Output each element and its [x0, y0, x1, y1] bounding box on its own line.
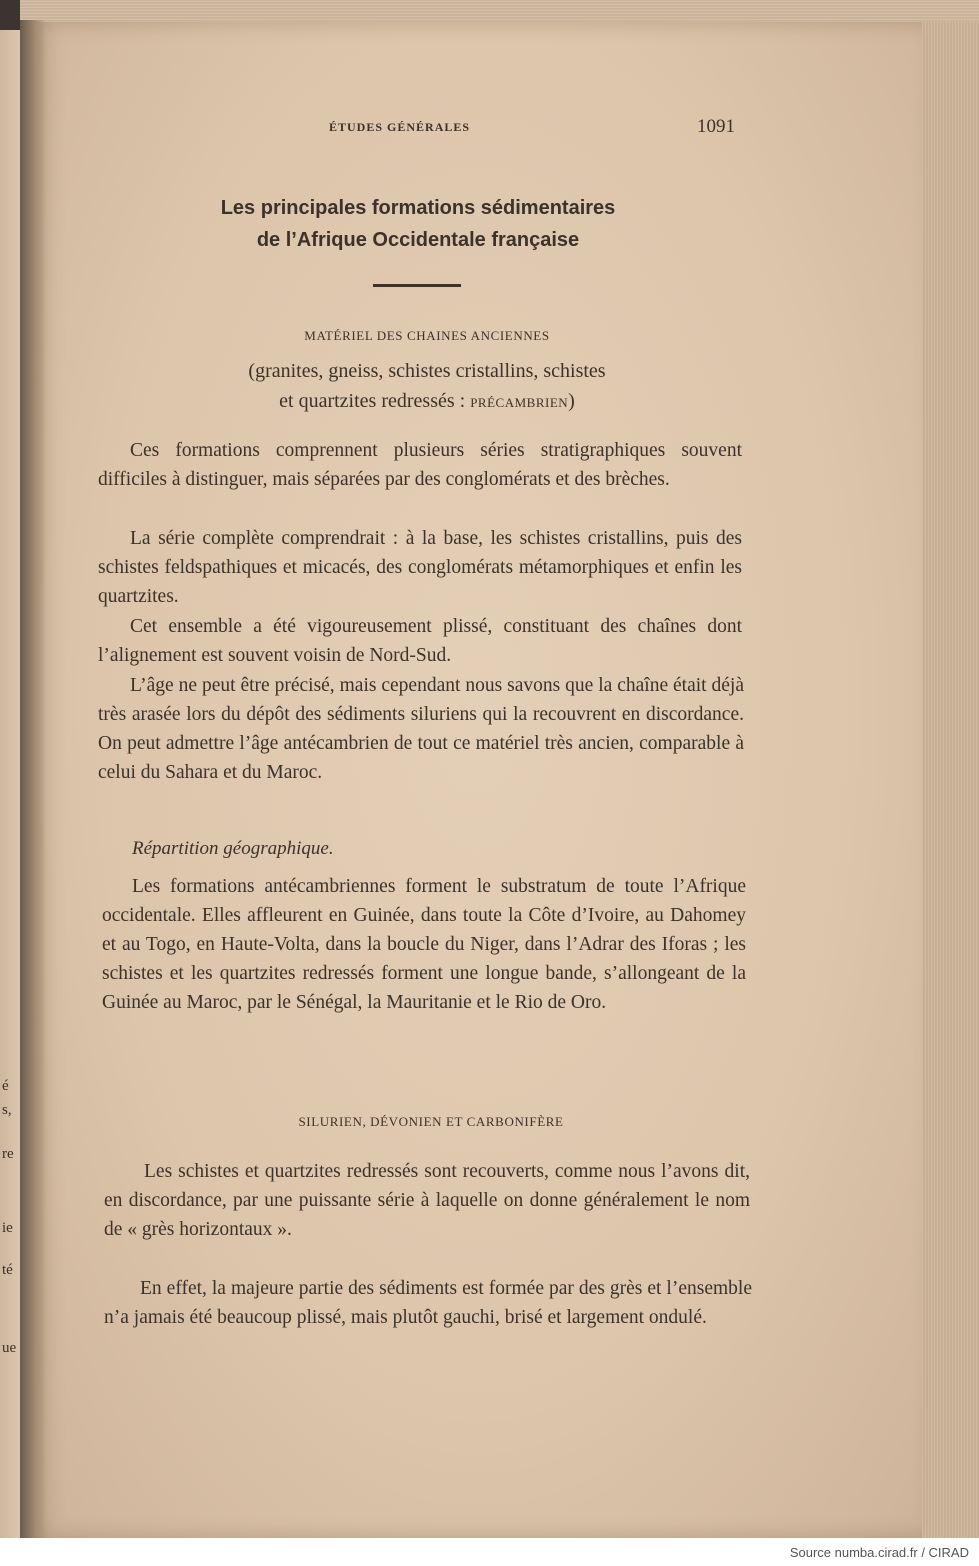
- book-gutter: [20, 20, 46, 1538]
- section-heading-chaines: MATÉRIEL DES CHAINES ANCIENNES: [304, 328, 550, 343]
- paragraph: Les formations antécambriennes forment le substratum de toute l’Afrique occidentale. Elles affleurent en Guinée, dans toute la Côte d’Ivoire, au Dahomey et au Togo, en Haute-Volta, dans la boucle du Niger, dans l’Adrar des Iforas ; les schistes et les quartzites redressés forment une longue bande, s’allongeant de la Guinée au Maroc, par le Sénégal, la Mauritanie et le Rio de Oro.: [102, 876, 746, 1013]
- subtitle-close: ): [568, 390, 575, 412]
- subsection-heading-repartition: Répartition géographique.: [132, 838, 334, 859]
- paragraph: Les schistes et quartzites redressés sont recouverts, comme nous l’avons dit, en discordance, par une puissante série à laquelle on donne généralement le nom de « grès horizontaux ».: [104, 1161, 750, 1240]
- paragraph: En effet, la majeure partie des sédiments est formée par des grès et l’ensemble n’a jamais été beaucoup plissé, mais plutôt gauchi, brisé et largement ondulé.: [104, 1278, 752, 1328]
- left-page-fragment: re: [2, 1146, 14, 1162]
- paragraph: La série complète comprendrait : à la base, les schistes cristallins, puis des schistes feldspathiques et micacés, des conglomérats métamorphiques et enfin les quartzites.: [98, 528, 742, 607]
- paragraph: L’âge ne peut être précisé, mais cependant nous savons que la chaîne était déjà très arasée lors du dépôt des sédiments siluriens qui la recouvrent en discordance. On peut admettre l’âge antécambrien de tout ce matériel très ancien, comparable à celui du Sahara et du Maroc.: [98, 675, 744, 783]
- section-heading-silurien: SILURIEN, DÉVONIEN ET CARBONIFÈRE: [298, 1114, 564, 1129]
- left-page-fragment: ue: [2, 1340, 17, 1356]
- left-page-fragment: s,: [2, 1102, 12, 1118]
- subtitle-small-caps: PRÉCAMBRIEN: [470, 395, 569, 410]
- subtitle-text: et quartzites redressés :: [279, 390, 471, 412]
- section-subtitle-line-2: [100, 390, 754, 413]
- left-page-fragment: é: [2, 1078, 9, 1094]
- running-head: ÉTUDES GÉNÉRALES: [329, 120, 471, 134]
- source-credit: Source numba.cirad.fr / CIRAD: [789, 1545, 969, 1560]
- section-subtitle-line-1: (granites, gneiss, schistes cristallins, schistes: [248, 360, 606, 382]
- left-page-fragment: té: [2, 1262, 13, 1278]
- paragraph: Cet ensemble a été vigoureusement plissé, constituant des chaînes dont l’alignement est souvent voisin de Nord-Sud.: [98, 616, 742, 666]
- page-number: 1091: [697, 116, 735, 137]
- page-title-line-1: Les principales formations sédimentaires: [220, 197, 616, 219]
- paragraph: Ces formations comprennent plusieurs séries stratigraphiques souvent difficiles à distinguer, mais séparées par des conglomérats et des brèches.: [98, 440, 742, 490]
- page-title-line-2: de l’Afrique Occidentale française: [256, 229, 580, 251]
- left-page-fragment: ie: [2, 1220, 13, 1236]
- page-edges-right: [918, 22, 979, 1538]
- title-rule: [373, 284, 461, 287]
